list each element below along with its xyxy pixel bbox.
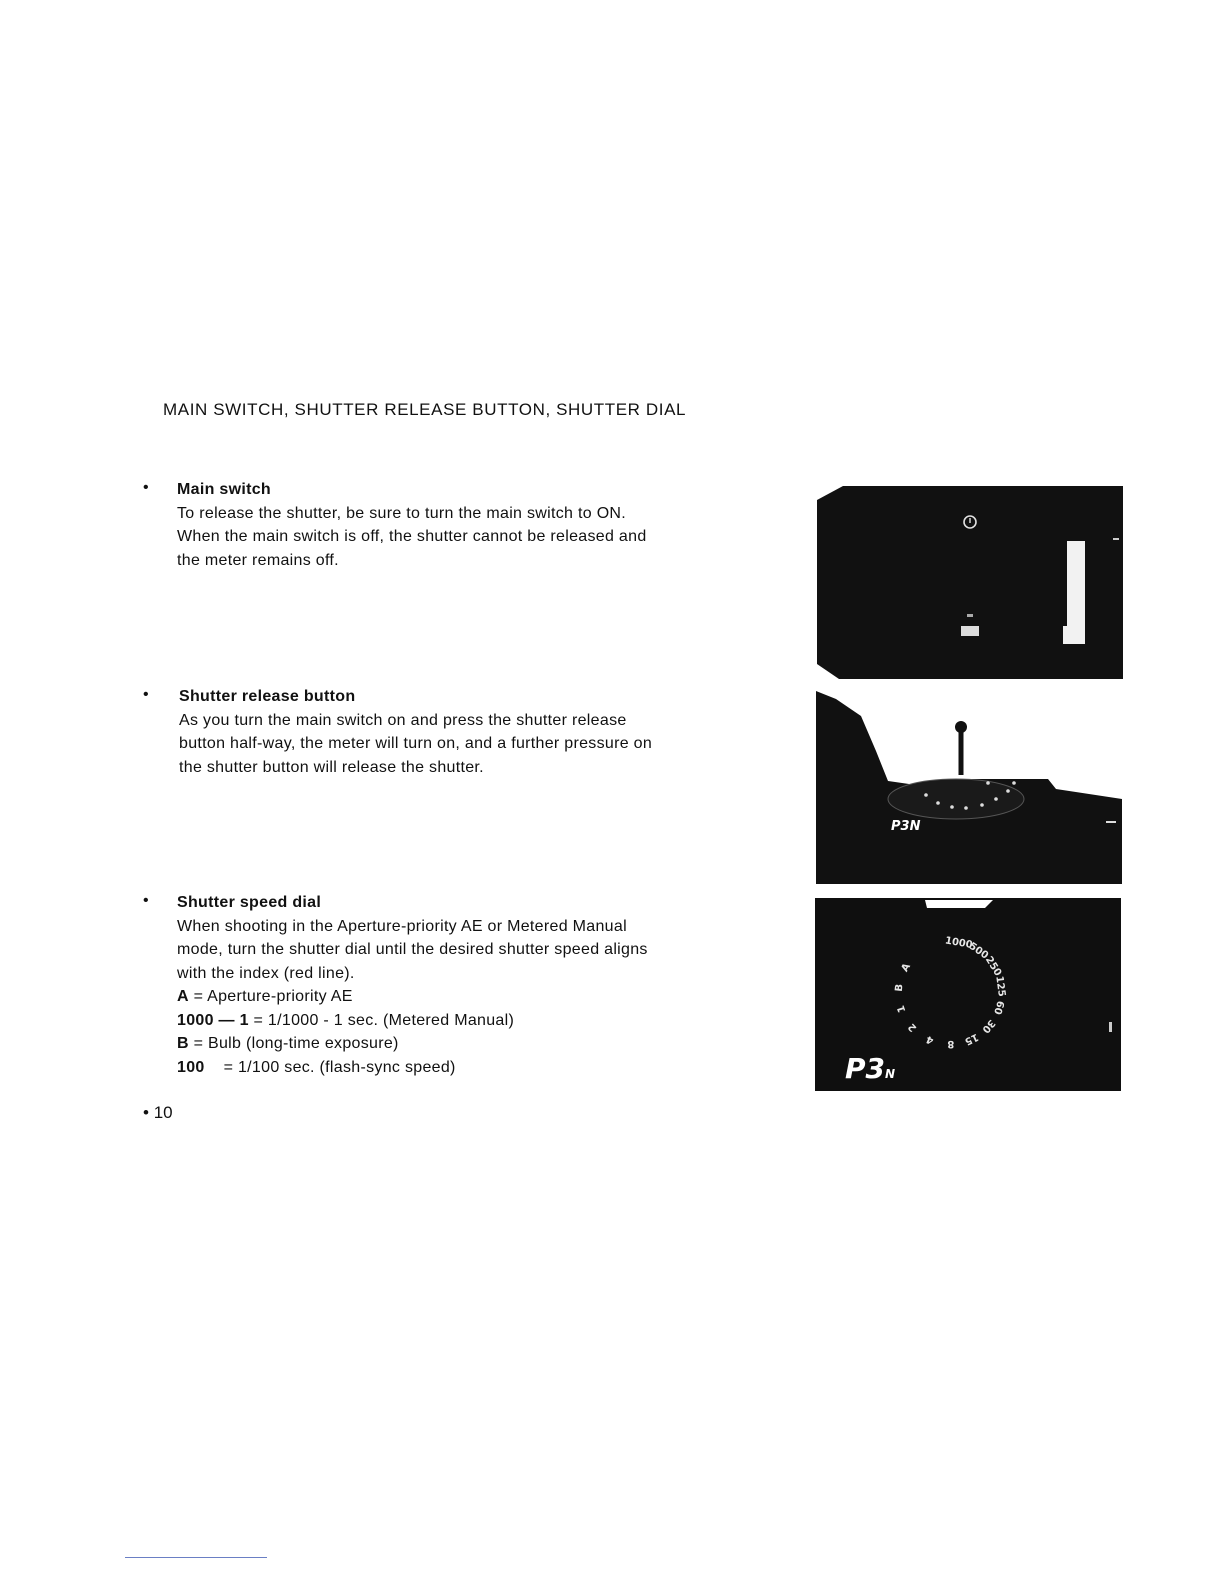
dial-speed-mark: 15 bbox=[962, 1030, 980, 1047]
main-switch-illustration bbox=[817, 486, 1123, 679]
definition-row bbox=[177, 985, 648, 1009]
section-heading: Main switch bbox=[177, 481, 271, 498]
dial-speed-mark: B bbox=[893, 983, 906, 993]
definition-text: = 1/100 sec. (flash-sync speed) bbox=[204, 1058, 456, 1076]
model-label: P3N bbox=[891, 819, 921, 834]
definition-term: B bbox=[177, 1035, 189, 1052]
body-line: mode, turn the shutter dial until the desired shutter speed aligns bbox=[177, 941, 648, 958]
definition-row bbox=[177, 1032, 648, 1056]
bullet-marker: • bbox=[143, 892, 149, 909]
dial-speed-mark: 2 bbox=[906, 1020, 920, 1034]
definition-term: 100 bbox=[177, 1058, 205, 1076]
body-line: button half-way, the meter will turn on, and a further pressure on bbox=[179, 735, 653, 752]
definition-text: = Aperture-priority AE bbox=[188, 988, 353, 1005]
dial-speed-mark: 1000 bbox=[944, 935, 974, 952]
dial-speed-mark: 500 bbox=[966, 940, 991, 962]
dial-speed-mark: 250 bbox=[982, 954, 1004, 979]
body-line: the shutter button will release the shutter. bbox=[179, 758, 484, 776]
bullet-marker: • bbox=[143, 686, 149, 703]
page-number-bullet: • bbox=[143, 1103, 149, 1122]
section-heading: Shutter release button bbox=[179, 688, 356, 705]
body-line: When shooting in the Aperture-priority AE or Metered Manual bbox=[177, 917, 627, 935]
page-number bbox=[143, 1103, 173, 1123]
dial-speed-mark: 60 bbox=[991, 999, 1006, 1016]
model-label bbox=[845, 1054, 895, 1089]
definition-row bbox=[177, 1009, 648, 1033]
shutter-release-illustration bbox=[816, 691, 1122, 884]
definition-text: = Bulb (long-time exposure) bbox=[188, 1035, 399, 1052]
definition-row bbox=[177, 1056, 648, 1080]
body-line: To release the shutter, be sure to turn the main switch to ON. bbox=[177, 504, 627, 522]
dial-speed-mark: 8 bbox=[947, 1037, 955, 1050]
body-line: When the main switch is off, the shutter cannot be released and bbox=[177, 528, 647, 545]
dial-speed-mark: A bbox=[899, 961, 913, 974]
dial-speed-mark: 1 bbox=[895, 1003, 909, 1014]
main-switch-photo bbox=[817, 486, 1123, 679]
definition-term: A bbox=[177, 988, 189, 1005]
model-label-main: P3 bbox=[845, 1052, 886, 1085]
dial-speed-mark: 125 bbox=[993, 975, 1007, 998]
body-line: the meter remains off. bbox=[177, 551, 339, 569]
bullet-marker: • bbox=[143, 479, 149, 496]
definition-term: 1000 — 1 bbox=[177, 1011, 249, 1029]
body-line: with the index (red line). bbox=[177, 964, 355, 982]
dial-speed-mark: 4 bbox=[924, 1032, 936, 1046]
shutter-release-photo bbox=[816, 691, 1122, 884]
page-title: MAIN SWITCH, SHUTTER RELEASE BUTTON, SHUTTER DIAL bbox=[163, 400, 687, 419]
section-heading: Shutter speed dial bbox=[177, 894, 322, 911]
definition-text: = 1/1000 - 1 sec. (Metered Manual) bbox=[248, 1011, 515, 1029]
shutter-dial-photo bbox=[815, 898, 1121, 1091]
dial-speed-mark: 30 bbox=[979, 1017, 997, 1035]
footer-rule bbox=[125, 1557, 267, 1558]
body-line: As you turn the main switch on and press the shutter release bbox=[179, 711, 627, 729]
model-label-suffix: N bbox=[885, 1067, 896, 1081]
page-number-value: 10 bbox=[153, 1103, 173, 1122]
